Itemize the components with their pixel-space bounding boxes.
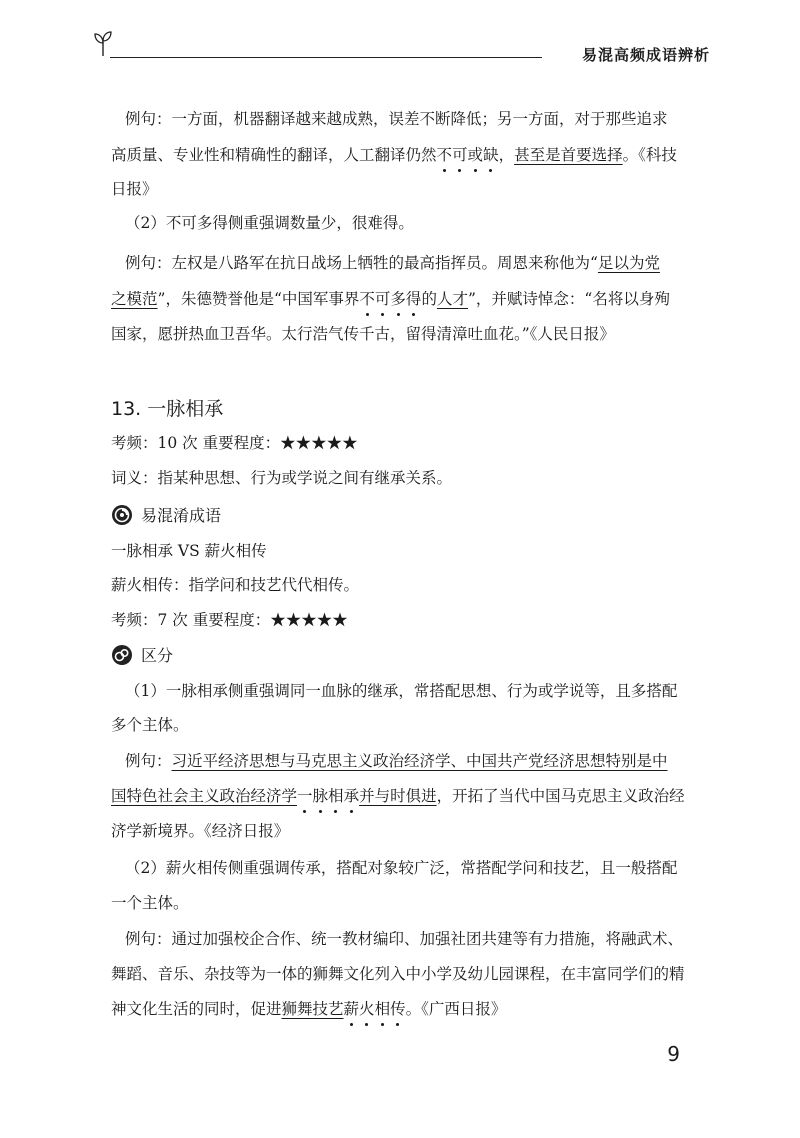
underlined-phrase: 人才 xyxy=(436,290,468,308)
underlined-phrase: 国特色社会主义政治经济学 xyxy=(111,787,298,805)
example-line: 之模范”，朱德赞誉他是“中国军事界不可多得的人才”，并赋诗悼念：“名将以身殉 xyxy=(111,290,670,308)
explanation-line: （2）不可多得侧重强调数量少，很难得。 xyxy=(125,214,414,232)
emphasis-char: 得 xyxy=(405,290,422,308)
emphasis-char: 脉 xyxy=(312,787,329,805)
emphasis-char: 多 xyxy=(390,290,406,308)
meaning-line: 词义：指某种思想、行为或学说之间有继承关系。 xyxy=(111,469,453,487)
example-line: 高质量、专业性和精确性的翻译，人工翻译仍然不可或缺，甚至是首要选择。《科技 xyxy=(111,146,677,164)
example-line: 日报》 xyxy=(111,180,158,198)
entry-title: 13. 一脉相承 xyxy=(111,398,224,420)
emphasis-char: 缺 xyxy=(483,146,499,164)
frequency-line: 考频：10 次 重要程度：★★★★★ xyxy=(111,434,358,452)
underlined-phrase: 甚至是首要选择 xyxy=(514,146,623,164)
emphasis-char: 承 xyxy=(343,787,360,805)
example-line: 国特色社会主义政治经济学一脉相承并与时俱进，开拓了当代中国马克思主义政治经 xyxy=(111,787,685,805)
explanation-line: （1）一脉相承侧重强调同一血脉的继承，常搭配思想、行为或学说等，且多搭配 xyxy=(125,682,678,700)
page-number: 9 xyxy=(667,1042,680,1066)
example-line: 例句：习近平经济思想与马克思主义政治经济学、中国共产党经济思想特别是中 xyxy=(125,752,668,770)
example-line: 神文化生活的同时，促进狮舞技艺薪火相传。《广西日报》 xyxy=(111,1000,507,1018)
explanation-line: 多个主体。 xyxy=(111,716,189,734)
underlined-phrase: 狮舞技艺 xyxy=(281,1000,344,1018)
sprout-icon xyxy=(92,28,114,58)
emphasis-char: 一 xyxy=(297,787,313,805)
underlined-phrase: 并与时俱进 xyxy=(359,787,437,805)
emphasis-char: 或 xyxy=(467,146,484,164)
emphasis-char: 相 xyxy=(328,787,344,805)
emphasis-char: 可 xyxy=(452,146,468,164)
underlined-phrase: 足以为党 xyxy=(597,254,660,272)
example-line: 例句：一方面，机器翻译越来越成熟，误差不断降低；另一方面，对于那些追求 xyxy=(125,110,668,128)
underlined-phrase: 之模范 xyxy=(111,290,158,308)
running-header xyxy=(90,26,710,70)
emphasis-char: 不 xyxy=(359,290,375,308)
emphasis-char: 薪 xyxy=(343,1000,360,1018)
confusable-heading: 易混淆成语 xyxy=(111,503,221,526)
example-line: 例句：通过加强校企合作、统一教材编印、加强社团共建等有力措施，将融武术、 xyxy=(125,930,684,948)
pair-line: 一脉相承 VS 薪火相传 xyxy=(111,542,267,560)
example-line: 济学新境界。《经济日报》 xyxy=(111,822,290,840)
emphasis-char: 火 xyxy=(359,1000,375,1018)
frequency-line: 考频：7 次 重要程度：★★★★★ xyxy=(111,611,348,629)
emphasis-char: 相 xyxy=(374,1000,391,1018)
underlined-phrase: 习近平经济思想与马克思主义政治经济学、中国共产党经济思想特别是中 xyxy=(171,752,668,770)
emphasis-char: 不 xyxy=(436,146,453,164)
explanation-line: （2）薪火相传侧重强调传承，搭配对象较广泛，常搭配学问和技艺，且一般搭配 xyxy=(125,859,678,877)
swirl-badge-icon xyxy=(111,504,133,526)
distinguish-heading: 区分 xyxy=(111,643,173,666)
emphasis-char: 可 xyxy=(374,290,391,308)
explanation-line: 一个主体。 xyxy=(111,894,189,912)
example-line: 舞蹈、音乐、杂技等为一体的狮舞文化列入中小学及幼儿园课程，在丰富同学们的精 xyxy=(111,965,685,983)
meaning-line: 薪火相传：指学问和技艺代代相传。 xyxy=(111,576,360,594)
compare-badge-icon xyxy=(111,644,133,666)
example-line: 国家，愿拼热血卫吾华。太行浩气传千古，留得清漳吐血花。”《人民日报》 xyxy=(111,325,615,343)
emphasis-char: 传 xyxy=(390,1000,406,1018)
example-line: 例句：左权是八路军在抗日战场上牺牲的最高指挥员。周恩来称他为“足以为党 xyxy=(125,254,660,272)
header-rule xyxy=(110,57,542,58)
header-title: 易混高频成语辨析 xyxy=(581,46,710,64)
